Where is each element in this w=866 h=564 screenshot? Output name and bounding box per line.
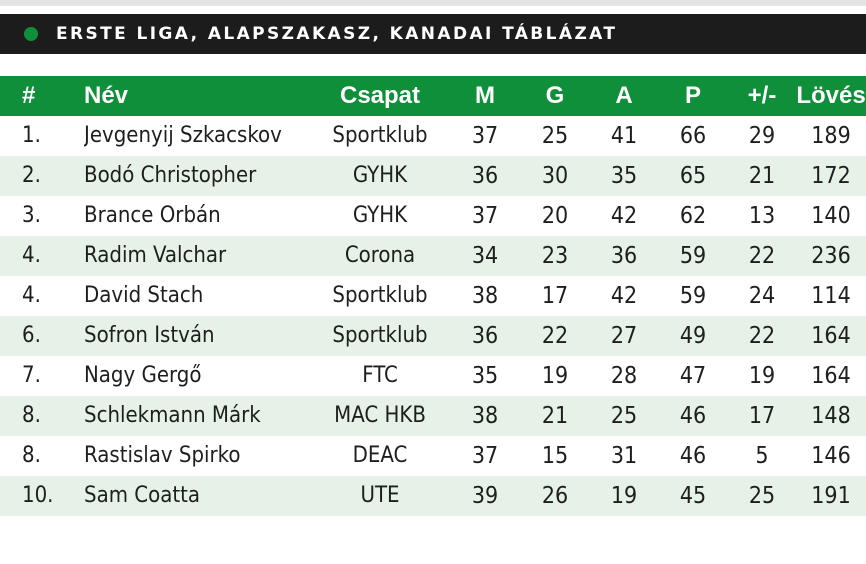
cell-games: 34 [450,236,520,276]
cell-team: Sportklub [332,123,428,148]
cell-team: Sportklub [310,316,450,356]
header-points: P [684,82,701,109]
cell-team: Corona [310,236,450,276]
cell-rank: 7. [22,363,41,388]
cell-shots: 189 [811,123,851,149]
table-row [0,156,866,196]
cell-assists: 31 [610,443,638,469]
cell-shots: 172 [796,156,866,196]
header-plus-minus: +/- [747,82,777,109]
cell-games: 39 [450,476,520,516]
cell-plus-minus: 29 [748,123,776,149]
cell-rank: 10. [0,476,84,516]
cell-name: Radim Valchar [84,236,310,276]
table-row [0,316,866,356]
cell-assists: 35 [590,156,658,196]
cell-name: Sam Coatta [84,476,310,516]
cell-shots: 164 [811,363,851,389]
title-bar [0,14,866,54]
cell-shots: 114 [811,283,851,309]
cell-team: UTE [310,476,450,516]
cell-games: 38 [471,283,499,309]
cell-games: 35 [471,363,499,389]
cell-name: Sofron István [84,316,310,356]
cell-points: 46 [679,443,707,469]
header-team: Csapat [339,82,421,109]
header-games: M [475,82,495,109]
cell-rank: 8. [0,396,84,436]
cell-games: 36 [450,156,520,196]
cell-goals: 25 [541,123,569,149]
table-row [0,356,866,396]
cell-rank: 8. [22,443,41,468]
cell-goals: 17 [541,283,569,309]
cell-plus-minus: 22 [728,236,796,276]
cell-rank: 4. [22,283,41,308]
table-row [0,116,866,156]
cell-team: DEAC [352,443,408,468]
cell-team: GYHK [352,203,408,228]
page-title: ERSTE LIGA, ALAPSZAKASZ, KANADAI TÁBLÁZAT [56,24,618,44]
cell-points: 45 [658,476,728,516]
cell-goals: 26 [520,476,590,516]
cell-goals: 22 [520,316,590,356]
cell-points: 65 [658,156,728,196]
cell-shots: 236 [796,236,866,276]
cell-plus-minus: 21 [728,156,796,196]
cell-shots: 191 [796,476,866,516]
cell-plus-minus: 17 [728,396,796,436]
cell-games: 37 [471,443,499,469]
cell-name: Jevgenyij Szkacskov [84,123,282,148]
cell-shots: 140 [811,203,851,229]
table-header-row [0,76,866,116]
cell-points: 59 [658,236,728,276]
cell-points: 59 [679,283,707,309]
cell-name: Schlekmann Márk [84,396,310,436]
cell-rank: 3. [22,203,41,228]
cell-goals: 19 [541,363,569,389]
cell-points: 66 [679,123,707,149]
standings-table [0,76,866,516]
cell-points: 49 [658,316,728,356]
cell-assists: 42 [610,203,638,229]
header-rank: # [22,82,36,109]
cell-assists: 28 [610,363,638,389]
cell-goals: 21 [520,396,590,436]
table-row [0,396,866,436]
cell-assists: 36 [590,236,658,276]
cell-plus-minus: 13 [748,203,776,229]
cell-plus-minus: 22 [728,316,796,356]
cell-assists: 19 [590,476,658,516]
cell-name: Nagy Gergő [84,363,202,388]
table-row [0,476,866,516]
cell-points: 47 [679,363,707,389]
cell-points: 46 [658,396,728,436]
cell-assists: 41 [610,123,638,149]
cell-plus-minus: 25 [728,476,796,516]
cell-name: Rastislav Spirko [84,443,241,468]
cell-goals: 30 [520,156,590,196]
cell-shots: 148 [796,396,866,436]
cell-assists: 25 [590,396,658,436]
header-name: Név [84,82,129,109]
header-goals: G [545,82,565,109]
cell-rank: 4. [0,236,84,276]
cell-team: MAC HKB [310,396,450,436]
table-row [0,236,866,276]
cell-plus-minus: 24 [748,283,776,309]
cell-goals: 23 [520,236,590,276]
cell-team: Sportklub [332,283,428,308]
cell-rank: 2. [0,156,84,196]
cell-games: 38 [450,396,520,436]
top-divider [0,0,866,6]
cell-rank: 6. [0,316,84,356]
table-row [0,276,866,316]
cell-name: Bodó Christopher [84,156,310,196]
header-shots: Lövés [796,82,866,109]
table-row [0,436,866,476]
table-row [0,196,866,236]
cell-assists: 27 [590,316,658,356]
cell-name: Brance Orbán [84,203,221,228]
cell-points: 62 [679,203,707,229]
cell-games: 37 [471,123,499,149]
cell-team: GYHK [310,156,450,196]
cell-shots: 146 [811,443,851,469]
cell-goals: 15 [541,443,569,469]
cell-plus-minus: 5 [755,443,769,469]
cell-plus-minus: 19 [748,363,776,389]
cell-shots: 164 [796,316,866,356]
green-dot-icon [24,27,38,41]
cell-name: David Stach [84,283,204,308]
cell-games: 36 [450,316,520,356]
cell-team: FTC [362,363,398,388]
cell-goals: 20 [541,203,569,229]
header-assists: A [615,82,633,109]
cell-rank: 1. [22,123,41,148]
cell-assists: 42 [610,283,638,309]
cell-games: 37 [471,203,499,229]
